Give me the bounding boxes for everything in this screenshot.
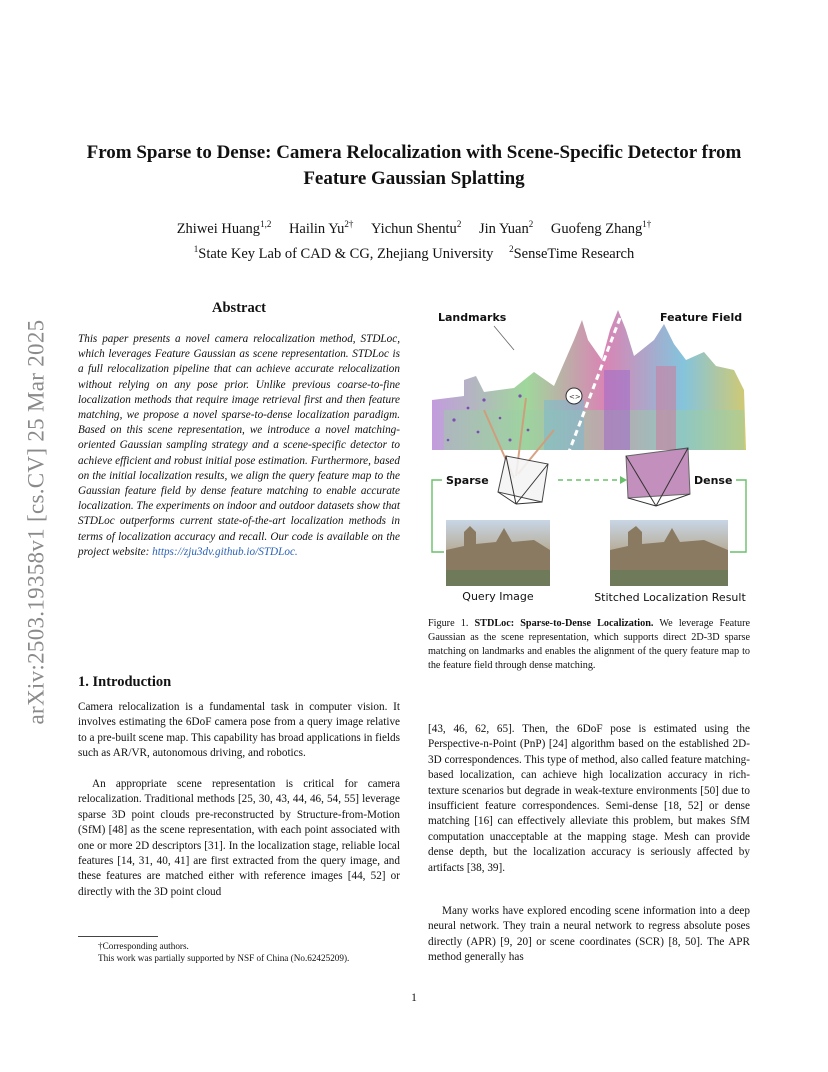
- label-sparse: Sparse: [446, 474, 489, 487]
- author: Guofeng Zhang$^{1\dagger}$: [550, 219, 652, 237]
- section-heading-introduction: 1. Introduction: [78, 674, 172, 690]
- intro-paragraph-1: Camera relocalization is a fundamental task in computer vision. It involves estimating the 6DoF camera pose from a query image relative to a pre-built scene map. This capability has broad applications in fields such as AR/VR, autonomous driving, and robotics.: [78, 701, 400, 760]
- affiliation: $^2$SenseTime Research: [509, 244, 635, 262]
- abstract-body: [78, 332, 400, 560]
- result-connector: [730, 480, 746, 552]
- abstract-heading: Abstract: [212, 300, 266, 316]
- author: Yichun Shentu$^2$: [371, 219, 462, 237]
- landmarks-pointer: [494, 326, 514, 350]
- label-query-image: Query Image: [462, 590, 534, 603]
- project-link[interactable]: https://zju3dv.github.io/STDLoc.: [152, 545, 298, 558]
- stitched-result-image: [610, 520, 728, 586]
- arrow-head-icon: [620, 476, 627, 484]
- footnotes: [78, 940, 400, 964]
- dense-frustum: [626, 448, 690, 506]
- caption-prefix: Figure 1.: [428, 618, 469, 629]
- intro-paragraph-3: [43, 46, 62, 65]. Then, the 6DoF pose is estimated using the Perspective-n-Point (PnP) [24] algorithm based on the established 2D-3D correspondences. This type of method, also called feature matching-based localization, can achieve high localization accuracy in rich-texture scenarios but degrade in weak-texture environments [50] due to insufficient feature correspondences. Semi-dense [18, 52] or dense matching [16] can effectively alleviate this problem, but makes SfM computation unacceptable at the mapping stage. Mesh can provide dense depth, but the localization accuracy is seriously affected by artifacts [38, 39].: [428, 723, 750, 874]
- author: Zhiwei Huang$^{1,2}$: [176, 219, 272, 237]
- arxiv-stamp: [16, 282, 56, 762]
- label-feature-field: Feature Field: [660, 311, 743, 324]
- arxiv-id: arXiv:2503.19358v1 [cs.CV] 25 Mar 2025: [23, 319, 48, 725]
- query-connector: [432, 480, 444, 552]
- caption-text: We leverage Feature Gaussian as the scene representation, which supports direct 2D-3D sparse matching on landmarks and enables the alignment of the query feature map to the feature field through dense matching.: [428, 618, 750, 671]
- author: Hailin $Yu^{2\dagger}$: [288, 219, 354, 237]
- intro-paragraph-2: An appropriate scene representation is critical for camera relocalization. Traditional methods [25, 30, 43, 44, 46, 54, 55] leverage sparse 3D point clouds pre-reconstructed by Structure-from-Motion (SfM) [48] as the scene representation, with each point associated with one or more 2D descriptors [31]. In the localization stage, reliable local features [14, 31, 40, 41] are first extracted from the query image, and these features are matched either with reference images [44, 52] or directly with the 3D point cloud: [78, 778, 400, 898]
- page-number: 1: [411, 992, 417, 1004]
- footnote-rule: [78, 936, 158, 937]
- label-dense: Dense: [694, 474, 733, 487]
- figure-1: [424, 300, 754, 612]
- label-landmarks: Landmarks: [438, 311, 507, 324]
- author: Jin Yuan$^2$: [478, 219, 534, 237]
- footnote-funding: This work was partially supported by NSF of China (No.62425209).: [98, 953, 350, 963]
- label-stitched-result: Stitched Localization Result: [594, 591, 746, 604]
- footnote-corresponding: †Corresponding authors.: [98, 941, 189, 951]
- paper-title: From Sparse to Dense: Camera Relocalization with Scene-Specific Detector from Feature Gaussian Splatting: [86, 142, 742, 189]
- figure-caption: [428, 617, 750, 673]
- author-list: [70, 219, 758, 238]
- affiliation: $^1$State Key Lab of CAD & CG, Zhejiang University: [193, 244, 494, 262]
- sparse-frustum: [498, 456, 548, 504]
- intro-paragraph-4: Many works have explored encoding scene information into a deep neural network. They train a neural network to regress absolute poses directly (APR) [9, 20] or scene coordinates (SCR) [8, 50]. The APR method generally has: [428, 905, 750, 964]
- feature-field-render: [432, 310, 746, 450]
- affiliation-list: [70, 244, 758, 263]
- query-image: [446, 520, 550, 586]
- swap-icon-glyph: <>: [569, 393, 581, 401]
- abstract-text: This paper presents a novel camera relocalization method, STDLoc, which leverages Feature Gaussian as scene representation. STDLoc is a full relocalization pipeline that can achieve accurate relocalization without relying on any pose prior. Unlike previous coarse-to-fine localization methods that require image retrieval first and then feature matching, we propose a novel sparse-to-dense localization paradigm. Based on this scene representation, we introduce a novel matching-oriented Gaussian sampling strategy and a scene-specific detector to achieve efficient and robust initial pose estimation. Furthermore, based on the initial localization results, we align the query feature map to the Gaussian feature field by dense feature matching to enable accurate localization. The experiments on indoor and outdoor datasets show that STDLoc outperforms current state-of-the-art localization methods in terms of localization accuracy and recall. Our code is available on the project website:: [78, 333, 400, 558]
- caption-title: STDLoc: Sparse-to-Dense Localization.: [474, 618, 654, 629]
